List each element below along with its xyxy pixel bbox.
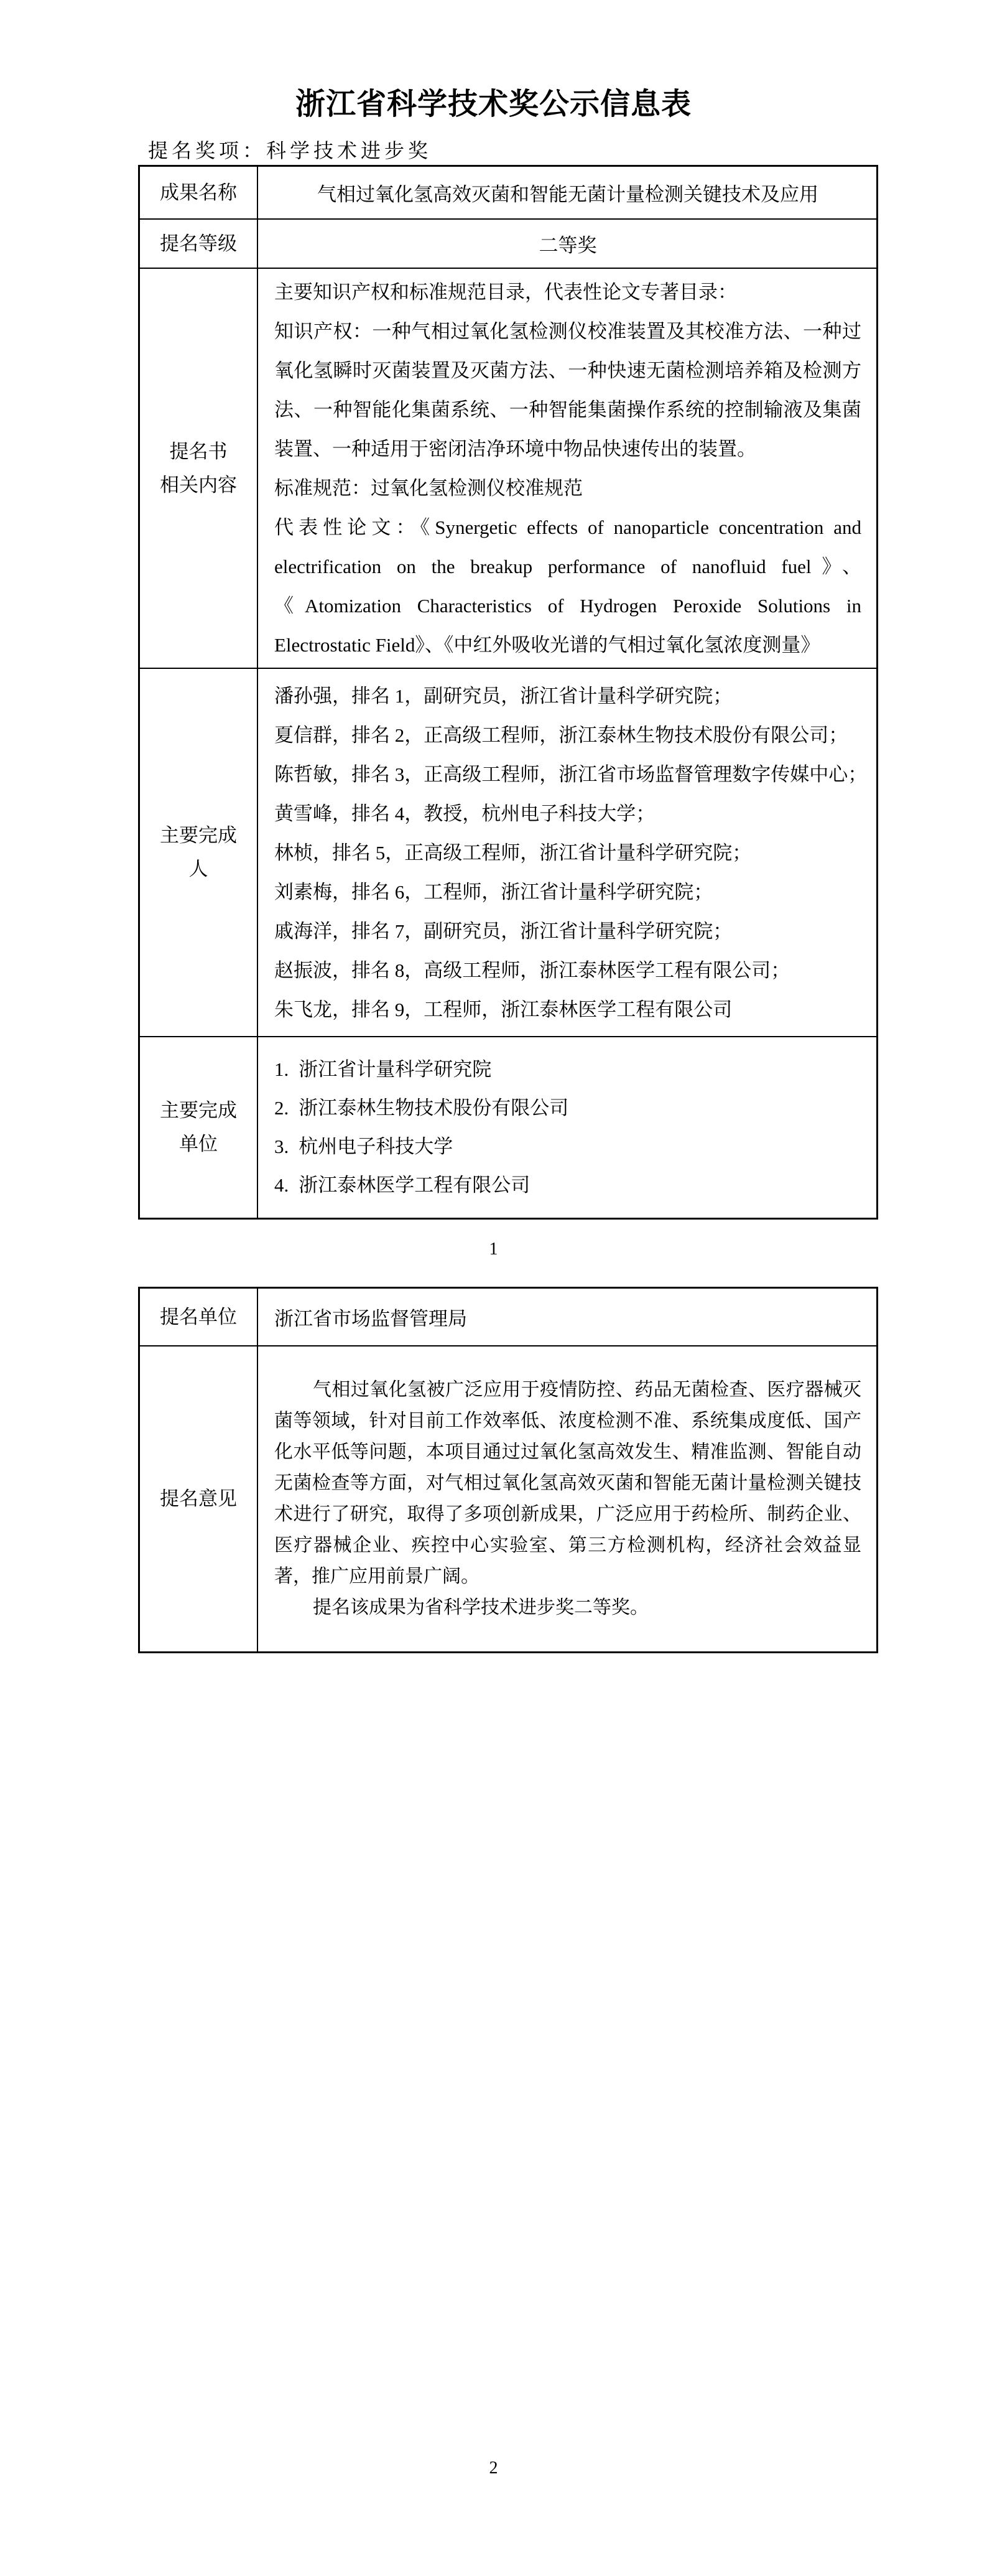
nomination-grade-value: 二等奖 — [257, 219, 878, 268]
unit-item — [274, 1050, 861, 1089]
page-title: 浙江省科学技术奖公示信息表 — [295, 88, 692, 121]
nomination-content-paragraph: 知识产权：一种气相过氧化氢检测仪校准装置及其校准方法、一种过氧化氢瞬时灭菌装置及灭菌方法、一种快速无菌检测培养箱及检测方法、一种智能化集菌系统、一种智能集菌操作系统的控制输液及集菌装置、一种适用于密闭洁净环境中物品快速传出的装置。 — [274, 320, 861, 460]
opinion-paragraph: 提名该成果为省科学技术进步奖二等奖。 — [313, 1597, 649, 1618]
nomination-content-paragraph: 代表性论文：《Synergetic effects of nanoparticle concentration and electrification on the breakup performance of nanofluid fuel》、《Atomization Characteristics of Hydrogen Peroxide Solutions in Electrostatic Field》、《中红外吸收光谱的气相过氧化氢浓度测量》 — [274, 516, 861, 656]
nomination-grade-label — [139, 219, 258, 268]
completer-item: 夏信群，排名 2，正高级工程师，浙江泰林生物技术股份有限公司； — [274, 724, 848, 746]
main-units-label-line1: 主要完成 — [160, 1099, 237, 1122]
nominating-unit-label — [139, 1287, 258, 1346]
unit-item-name: 浙江省计量科学研究院 — [299, 1058, 492, 1081]
nomination-content-label-line2: 相关内容 — [160, 474, 237, 496]
award-category-line — [148, 137, 987, 165]
page-number-1: 1 — [489, 1239, 498, 1259]
table-row-nomination-content — [139, 268, 878, 668]
unit-item — [274, 1166, 861, 1205]
main-units-label-line2: 单位 — [179, 1133, 218, 1155]
nomination-content-label — [139, 268, 258, 668]
unit-item-number: 1. — [274, 1058, 289, 1081]
result-name-label — [139, 166, 258, 219]
completer-item: 刘素梅，排名 6，工程师，浙江省计量科学研究院； — [274, 880, 713, 903]
award-category-value: 科学技术进步奖 — [266, 139, 432, 162]
nomination-content-paragraph: 标准规范：过氧化氢检测仪校准规范 — [274, 477, 583, 499]
completer-item: 陈哲敏，排名 3，正高级工程师，浙江省市场监督管理数字传媒中心； — [274, 763, 868, 785]
main-units-value — [257, 1037, 878, 1218]
table-row-main-units — [139, 1037, 878, 1218]
nomination-content-label-line1: 提名书 — [169, 440, 228, 462]
nominating-unit-value: 浙江省市场监督管理局 — [257, 1287, 878, 1346]
main-completers-label — [139, 668, 258, 1037]
nomination-content-value — [257, 268, 878, 668]
unit-item-number: 2. — [274, 1097, 289, 1119]
unit-item-name: 浙江泰林医学工程有限公司 — [299, 1174, 531, 1197]
main-completers-value — [257, 668, 878, 1037]
nomination-opinion-label — [139, 1346, 258, 1652]
unit-item-number: 4. — [274, 1174, 289, 1197]
unit-item — [274, 1127, 861, 1166]
info-table — [138, 165, 878, 1220]
completer-item: 黄雪峰，排名 4，教授，杭州电子科技大学； — [274, 802, 656, 824]
completer-item: 潘孙强，排名 1，副研究员，浙江省计量科学研究院； — [274, 684, 733, 707]
table-row-main-completers — [139, 668, 878, 1037]
unit-item-name: 浙江泰林生物技术股份有限公司 — [299, 1097, 569, 1119]
nomination-content-paragraph: 主要知识产权和标准规范目录，代表性论文专著目录： — [274, 281, 737, 303]
unit-item-number: 3. — [274, 1136, 289, 1158]
main-units-label — [139, 1037, 258, 1218]
nominating-unit-label-text: 提名单位 — [160, 1305, 237, 1328]
main-completers-label-line1: 主要完成 — [160, 824, 237, 847]
table-row-nomination-grade — [139, 219, 878, 268]
table-row-nomination-opinion — [139, 1346, 878, 1652]
unit-item — [274, 1089, 861, 1127]
completer-item: 赵振波，排名 8，高级工程师，浙江泰林医学工程有限公司； — [274, 959, 790, 981]
main-completers-label-line2: 人 — [188, 858, 208, 880]
completer-item: 朱飞龙，排名 9，工程师，浙江泰林医学工程有限公司 — [274, 998, 733, 1020]
table-row-result-name — [139, 166, 878, 219]
opinion-table — [138, 1287, 878, 1653]
table-row-nominating-unit — [139, 1287, 878, 1346]
page-number-2: 2 — [489, 2458, 498, 2478]
completer-item: 林桢，排名 5，正高级工程师，浙江省计量科学研究院； — [274, 841, 752, 864]
result-name-value: 气相过氧化氢高效灭菌和智能无菌计量检测关键技术及应用 — [257, 166, 878, 219]
award-category-label: 提名奖项： — [148, 139, 267, 162]
nomination-opinion-label-text: 提名意见 — [160, 1488, 237, 1510]
opinion-paragraph: 气相过氧化氢被广泛应用于疫情防控、药品无菌检查、医疗器械灭菌等领域，针对目前工作效率低、浓度检测不准、系统集成度低、国产化水平低等问题，本项目通过过氧化氢高效发生、精准监测、智能自动无菌检查等方面，对气相过氧化氢高效灭菌和智能无菌计量检测关键技术进行了研究，取得了多项创新成果，广泛应用于药检所、制药企业、医疗器械企业、疾控中心实验室、第三方检测机构，经济社会效益显著，推广应用前景广阔。 — [274, 1379, 861, 1587]
nomination-grade-label-text: 提名等级 — [160, 232, 237, 254]
nomination-opinion-value — [257, 1346, 878, 1652]
completer-item: 戚海洋，排名 7，副研究员，浙江省计量科学研究院； — [274, 920, 733, 942]
result-name-label-text: 成果名称 — [160, 181, 237, 203]
unit-item-name: 杭州电子科技大学 — [299, 1136, 453, 1158]
